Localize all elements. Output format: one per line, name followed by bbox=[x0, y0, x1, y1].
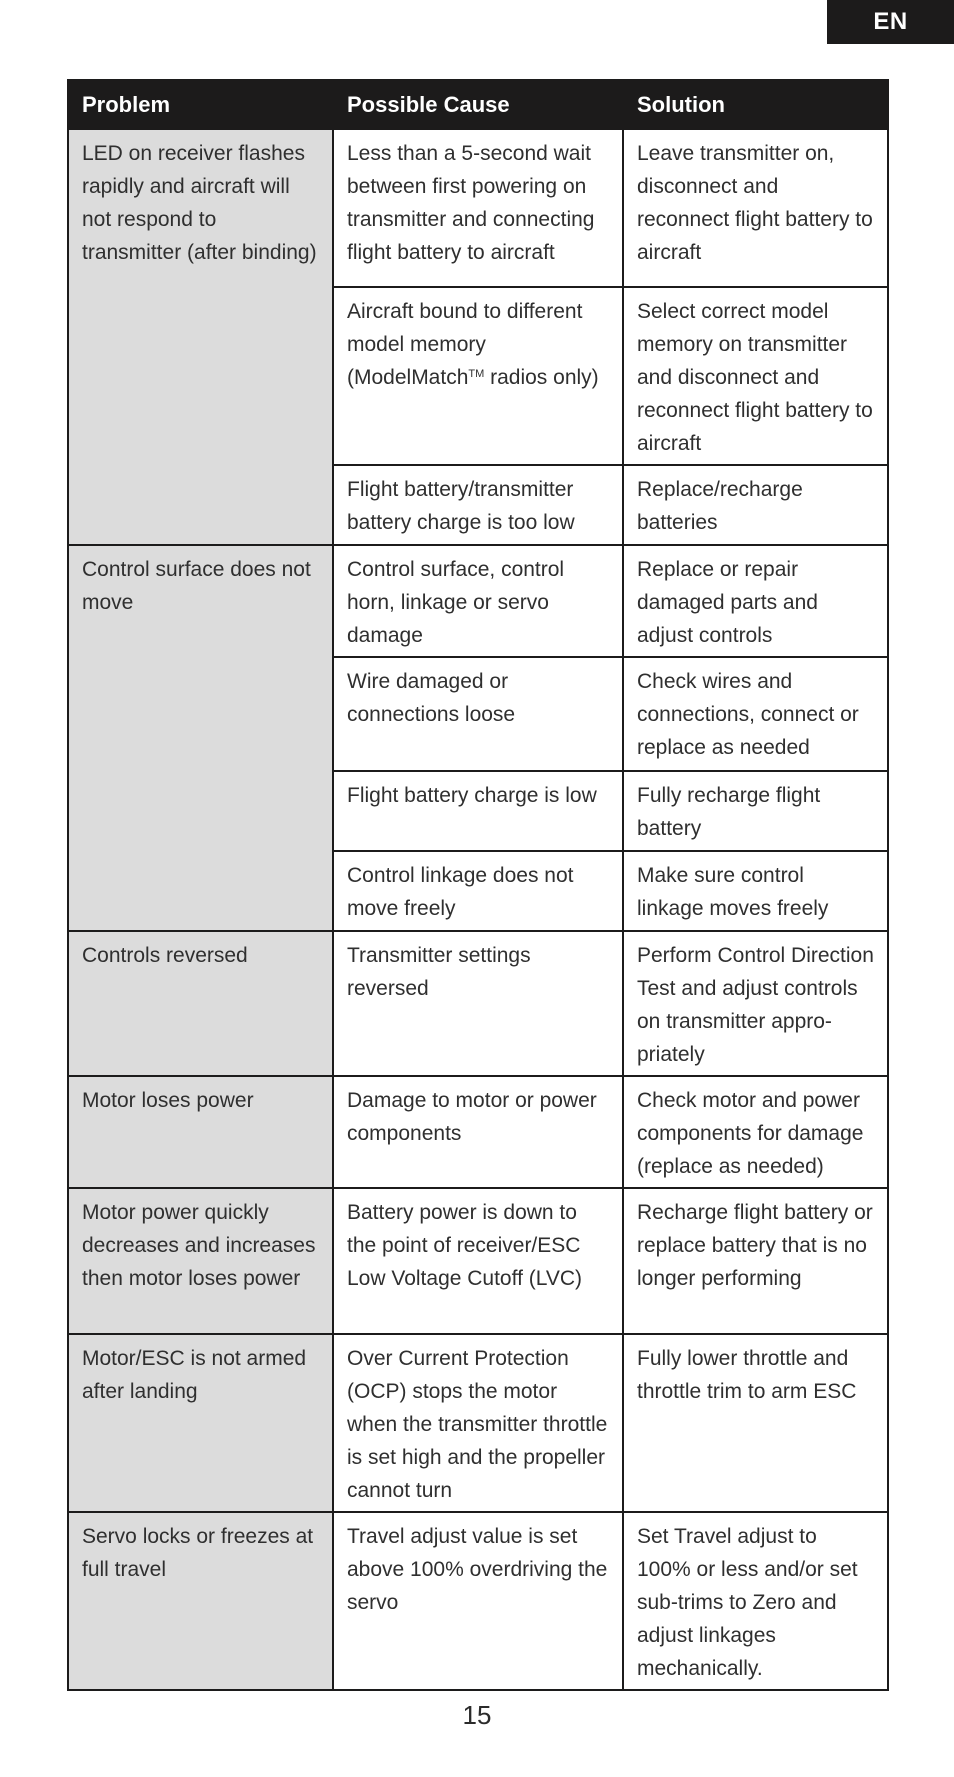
problem-cell: Servo locks or freezes at full travel bbox=[68, 1512, 333, 1690]
cause-cell: Control linkage does not move freely bbox=[333, 851, 623, 931]
problem-cell: Motor/ESC is not armed after landing bbox=[68, 1334, 333, 1512]
table-row bbox=[68, 931, 888, 1076]
cause-cell: Flight battery charge is low bbox=[333, 771, 623, 851]
cause-cell: Transmitter settings reversed bbox=[333, 931, 623, 1076]
solution-cell: Replace or repair damaged parts and adjust controls bbox=[623, 545, 888, 657]
page-number: 15 bbox=[462, 1700, 492, 1730]
cause-cell: Less than a 5-second wait between first powering on transmitter and connecting flight battery to aircraft bbox=[333, 129, 623, 287]
solution-cell: Fully recharge flight battery bbox=[623, 771, 888, 851]
table-row bbox=[68, 1334, 888, 1512]
solution-cell: Check motor and power components for damage (replace as needed) bbox=[623, 1076, 888, 1188]
solution-cell: Select correct model memory on transmitter and disconnect and reconnect flight battery to aircraft bbox=[623, 287, 888, 465]
solution-cell: Make sure control linkage moves freely bbox=[623, 851, 888, 931]
cause-cell: Wire damaged or connections loose bbox=[333, 657, 623, 771]
header-possible-cause: Possible Cause bbox=[333, 80, 623, 129]
problem-cell: Controls reversed bbox=[68, 931, 333, 1076]
solution-cell: Fully lower throttle and throttle trim to arm ESC bbox=[623, 1334, 888, 1512]
solution-cell: Set Travel adjust to 100% or less and/or set sub-trims to Zero and adjust linkages mechanically. bbox=[623, 1512, 888, 1690]
table-row bbox=[68, 1076, 888, 1188]
table-row bbox=[68, 1512, 888, 1690]
table-row bbox=[68, 545, 888, 657]
trademark-sup: TM bbox=[468, 368, 485, 380]
table-row bbox=[68, 129, 888, 287]
header-problem: Problem bbox=[68, 80, 333, 129]
cause-cell: Control surface, control horn, linkage or servo damage bbox=[333, 545, 623, 657]
cause-cell: Over Current Protection (OCP) stops the motor when the transmitter throttle is set high and the propeller cannot turn bbox=[333, 1334, 623, 1512]
problem-cell: LED on receiver flashes rapidly and aircraft will not respond to transmitter (after binding) bbox=[68, 129, 333, 545]
cause-text: radios only) bbox=[484, 366, 599, 389]
solution-cell: Check wires and connections, connect or replace as needed bbox=[623, 657, 888, 771]
cause-cell: Travel adjust value is set above 100% overdriving the servo bbox=[333, 1512, 623, 1690]
header-solution: Solution bbox=[623, 80, 888, 129]
solution-cell: Replace/recharge batteries bbox=[623, 465, 888, 545]
solution-cell: Perform Control Direction Test and adjust controls on transmitter appro-priately bbox=[623, 931, 888, 1076]
solution-cell: Leave transmitter on, disconnect and reconnect flight battery to aircraft bbox=[623, 129, 888, 287]
cause-text: Aircraft bound to different model memory (ModelMatch bbox=[347, 300, 583, 389]
table-header-row bbox=[68, 80, 888, 129]
cause-cell: Battery power is down to the point of receiver/ESC Low Voltage Cutoff (LVC) bbox=[333, 1188, 623, 1334]
cause-cell: Damage to motor or power components bbox=[333, 1076, 623, 1188]
language-tab: EN bbox=[827, 0, 954, 44]
cause-cell: Flight battery/transmitter battery charge is too low bbox=[333, 465, 623, 545]
problem-cell: Motor loses power bbox=[68, 1076, 333, 1188]
table-row bbox=[68, 1188, 888, 1334]
problem-cell: Motor power quickly decreases and increases then motor loses power bbox=[68, 1188, 333, 1334]
solution-cell: Recharge flight battery or replace battery that is no longer performing bbox=[623, 1188, 888, 1334]
problem-cell: Control surface does not move bbox=[68, 545, 333, 931]
cause-cell bbox=[333, 287, 623, 465]
troubleshooting-table bbox=[67, 79, 889, 1691]
